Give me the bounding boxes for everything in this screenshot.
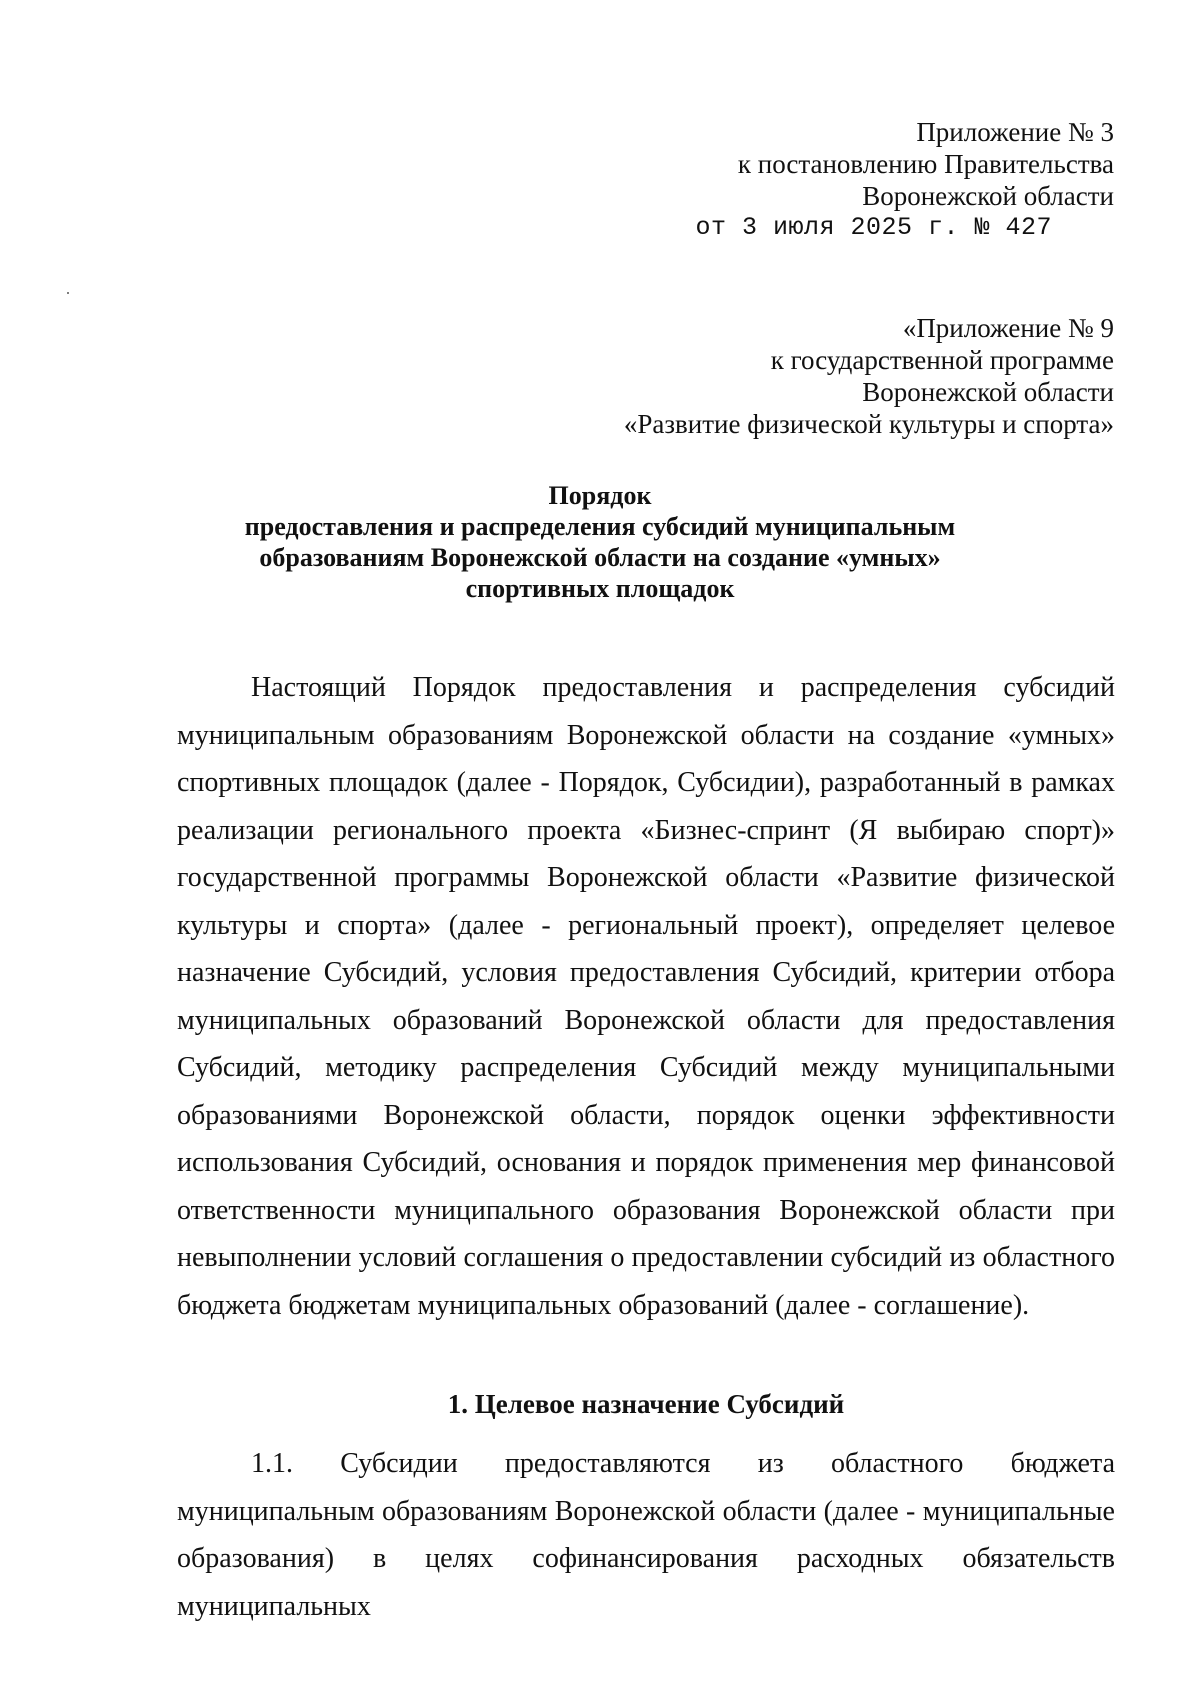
appendix-9-program-name: «Развитие физической культуры и спорта» <box>623 409 1114 439</box>
intro-section <box>177 664 1115 1329</box>
section-1-body <box>177 1440 1115 1630</box>
appendix-9-header <box>624 312 1114 440</box>
document-title <box>180 480 1020 604</box>
appendix-3-region: Воронежской области <box>862 181 1114 211</box>
section-1-heading: 1. Целевое назначение Субсидий <box>447 1389 845 1419</box>
title-line-3: образованиям Воронежской области на создание «умных» <box>259 543 941 572</box>
paragraph-1-1: 1.1. Субсидии предоставляются из областного бюджета муниципальным образованиям Воронежской области (далее - муниципальные образования) в целях софинансирования расходных обязательств муниципальных <box>177 1448 1115 1622</box>
appendix-9-program-ref: к государственной программе <box>770 345 1114 375</box>
scan-speck <box>67 292 69 294</box>
title-line-1: Порядок <box>548 481 652 510</box>
appendix-9-number: «Приложение № 9 <box>902 313 1114 343</box>
appendix-9-region: Воронежской области <box>862 377 1114 407</box>
title-line-4: спортивных площадок <box>465 574 735 603</box>
appendix-3-number: Приложение № 3 <box>916 117 1114 147</box>
title-line-2: предоставления и распределения субсидий муниципальным <box>244 512 956 541</box>
appendix-3-header <box>695 116 1114 244</box>
appendix-3-date-number: от 3 июля 2025 г. № 427 <box>695 213 1052 242</box>
intro-paragraph: Настоящий Порядок предоставления и распределения субсидий муниципальным образованиям Воронежской области на создание «умных» спортивных площадок (далее - Порядок, Субсидии), разработанный в рамках реализации регионального проекта «Бизнес-спринт (Я выбираю спорт)» государственной программы Воронежской области «Развитие физической культуры и спорта» (далее - региональный проект), определяет целевое назначение Субсидий, условия предоставления Субсидий, критерии отбора муниципальных образований Воронежской области для предоставления Субсидий, методику распределения Субсидий между муниципальными образованиями Воронежской области, порядок оценки эффективности использования Субсидий, основания и порядок применения мер финансовой ответственности муниципального образования Воронежской области при невыполнении условий соглашения о предоставлении субсидий из областного бюджета бюджетам муниципальных образований (далее - соглашение). <box>177 672 1115 1321</box>
appendix-3-resolution-ref: к постановлению Правительства <box>737 149 1114 179</box>
